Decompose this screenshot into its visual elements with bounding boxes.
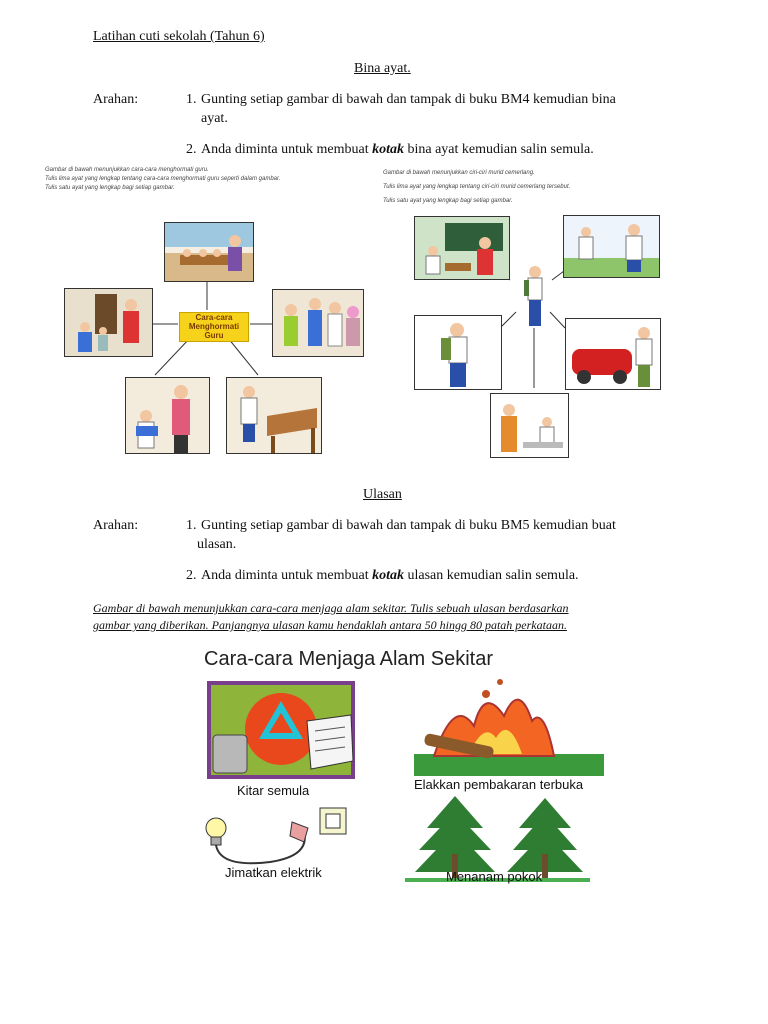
caption-planting-trees: Menanam pokok xyxy=(446,869,543,884)
essay-instruction-line: Gambar di bawah menunjukkan cara-cara menjaga alam sekitar. Tulis sebuah ulasan berdasarkan xyxy=(93,601,569,615)
caption-save-electricity: Jimatkan elektrik xyxy=(225,865,322,880)
item-number: 2. xyxy=(186,568,197,583)
center-label: Cara-cara Menghormati Guru xyxy=(179,312,249,342)
worksheet-note: Gambar di bawah menunjukkan ciri-ciri murid cemerlang. Tulis lima ayat yang lengkap tentang ciri-ciri murid cemerlang tersebut. Tulis satu ayat yang lengkap bagi setiap gambar. xyxy=(383,170,571,204)
recycle-picture xyxy=(207,681,355,779)
instruction-text: Anda diminta untuk membuat kotak ulasan kemudian salin semula. xyxy=(201,568,579,583)
essay-instruction-line: gambar yang diberikan. Panjangnya ulasan kamu hendaklah antara 50 hingg 80 patah perkataan. xyxy=(93,618,567,632)
worksheet-note: Gambar di bawah menunjukkan cara-cara menghormati guru. Tulis lima ayat yang lengkap tentang cara-cara menghormati guru seperti dalam gambar. Tulis satu ayat yang lengkap bagi setiap gambar. xyxy=(45,167,281,191)
page-title: Latihan cuti sekolah (Tahun 6) xyxy=(93,29,265,44)
student-center-figure xyxy=(520,264,550,328)
item-number: 1. xyxy=(186,518,197,533)
student-bag-picture xyxy=(414,315,502,390)
instruction-text: Gunting setiap gambar di bawah dan tampak di buku BM5 kemudian buat xyxy=(201,518,616,533)
caption-open-burning: Elakkan pembakaran terbuka xyxy=(414,777,584,792)
open-burning-picture xyxy=(414,676,604,776)
instruction-text: Gunting setiap gambar di bawah dan tampak di buku BM4 kemudian bina xyxy=(201,92,616,107)
class-teacher-picture xyxy=(414,216,510,280)
caption-recycle: Kitar semula xyxy=(237,783,310,798)
carrying-books-picture xyxy=(125,377,210,454)
save-electricity-picture xyxy=(200,806,360,870)
arahan-label: Arahan: xyxy=(93,92,139,107)
instruction-text: ayat. xyxy=(201,111,228,126)
item-number: 1. xyxy=(186,92,197,107)
poster-title: Cara-cara Menjaga Alam Sekitar xyxy=(204,648,494,670)
item-number: 2. xyxy=(186,142,197,157)
instruction-text: ulasan. xyxy=(197,537,237,552)
helping-friend-picture xyxy=(563,215,660,278)
classroom-picture xyxy=(164,222,254,282)
greeting-teacher-picture xyxy=(64,288,153,357)
group-students-picture xyxy=(272,289,364,357)
mother-child-picture xyxy=(490,393,569,458)
arahan-label: Arahan: xyxy=(93,518,139,533)
section-heading-ulasan: Ulasan xyxy=(363,487,402,502)
washing-car-picture xyxy=(565,318,661,390)
arranging-desk-picture xyxy=(226,377,322,454)
instruction-text: Anda diminta untuk membuat kotak bina ayat kemudian salin semula. xyxy=(201,142,594,157)
section-heading-bina-ayat: Bina ayat. xyxy=(354,61,411,76)
